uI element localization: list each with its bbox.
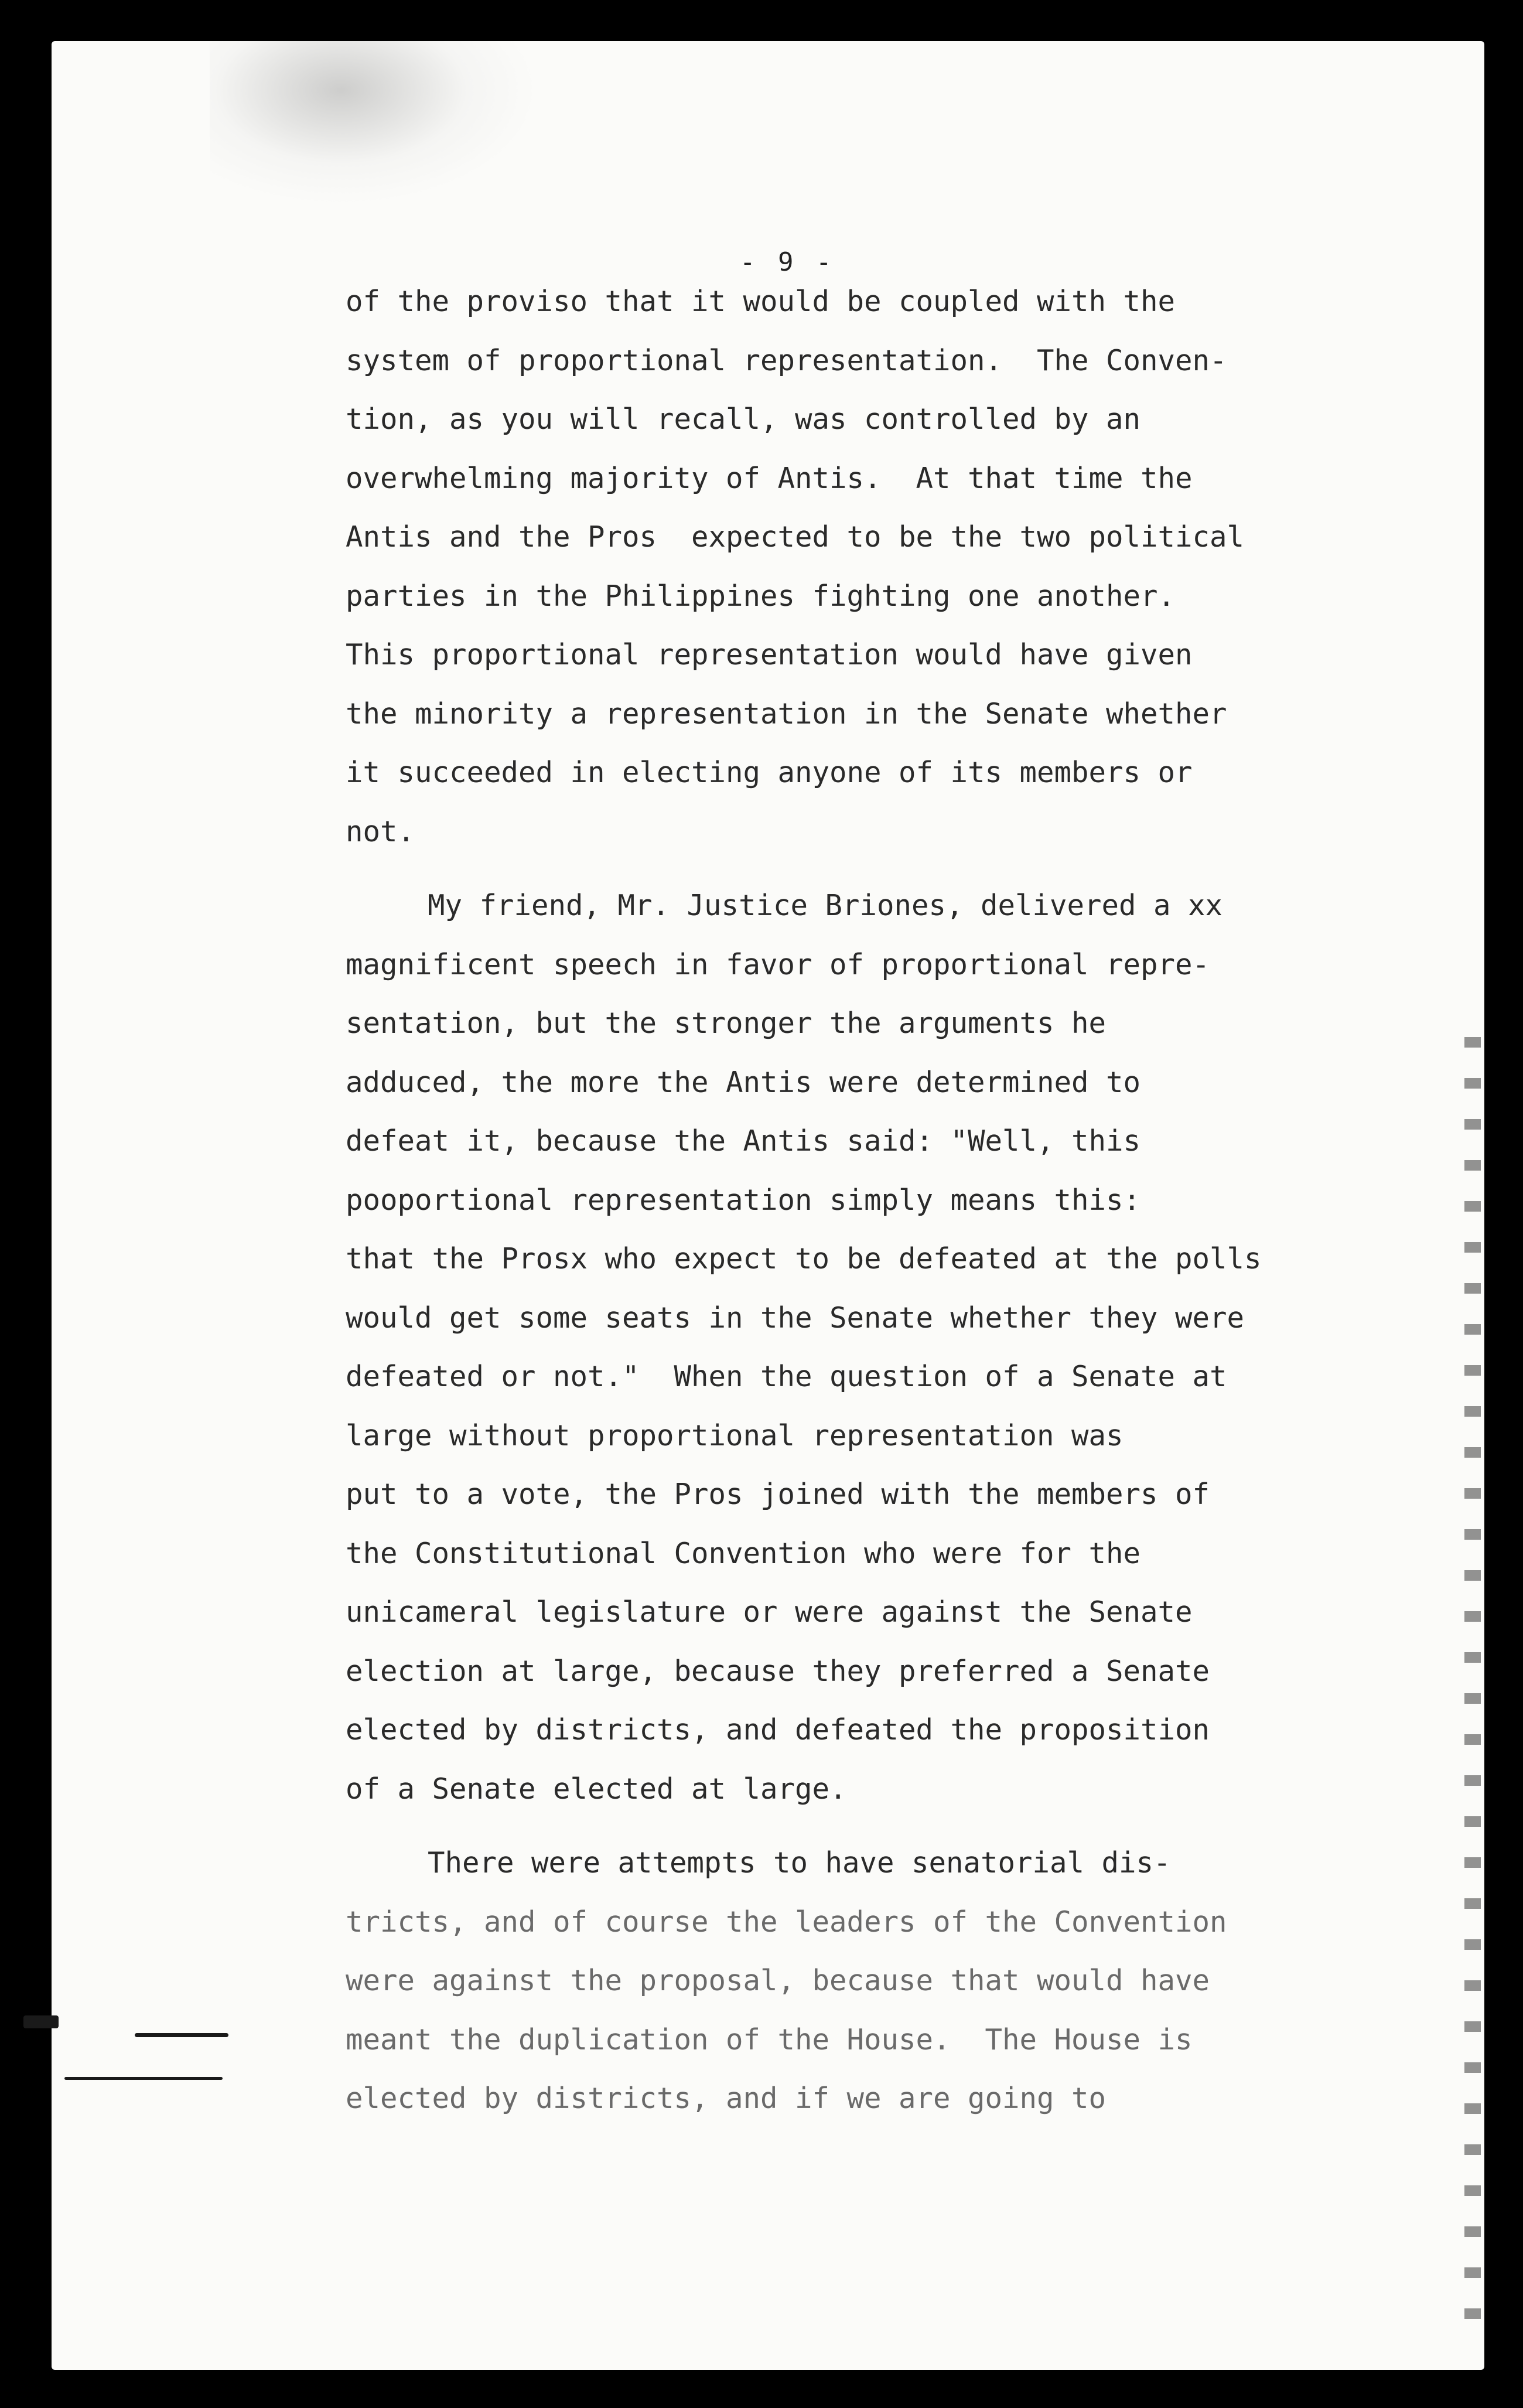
- scan-edge-marks: [1464, 1037, 1481, 2326]
- text-line: There were attempts to have senatorial dis-: [428, 1846, 1171, 1880]
- scan-mark: [135, 2033, 228, 2037]
- scan-smudge: [210, 41, 538, 205]
- text-line: would get some seats in the Senate whether they were: [346, 1301, 1245, 1335]
- paragraph-2: [346, 876, 1341, 1819]
- text-line: Antis and the Pros expected to be the two political: [346, 520, 1245, 554]
- text-line: of a Senate elected at large.: [346, 1772, 847, 1806]
- paragraph-gap: [346, 1819, 1341, 1834]
- text-line: tricts, and of course the leaders of the Convention: [346, 1905, 1227, 1939]
- text-line: meant the duplication of the House. The House is: [346, 2022, 1193, 2056]
- text-line: the minority a representation in the Senate whether: [346, 697, 1227, 731]
- text-line: not.: [346, 814, 415, 848]
- text-line: the Constitutional Convention who were for the: [346, 1536, 1141, 1570]
- paragraph-3: [346, 1834, 1341, 2129]
- text-line: tion, as you will recall, was controlled by an: [346, 403, 1141, 436]
- text-line: elected by districts, and if we are going to: [346, 2082, 1107, 2115]
- paragraph-gap: [346, 861, 1341, 876]
- text-line: defeated or not." When the question of a Senate at: [346, 1360, 1227, 1393]
- text-line: sentation, but the stronger the arguments he: [346, 1007, 1107, 1040]
- text-line: large without proportional representation was: [346, 1418, 1124, 1452]
- text-line: parties in the Philippines fighting one another.: [346, 579, 1176, 613]
- text-line: defeat it, because the Antis said: "Well, this: [346, 1124, 1141, 1158]
- text-line: adduced, the more the Antis were determined to: [346, 1065, 1141, 1099]
- text-line: system of proportional representation. The Conven-: [346, 343, 1227, 377]
- scan-mark: [64, 2077, 223, 2080]
- text-line: This proportional representation would have given: [346, 638, 1193, 671]
- body-text: [346, 272, 1341, 2129]
- scan-mark: [23, 2015, 59, 2028]
- text-line: elected by districts, and defeated the proposition: [346, 1713, 1210, 1747]
- text-line: that the Prosx who expect to be defeated at the polls: [346, 1242, 1262, 1275]
- text-line: it succeeded in electing anyone of its members or: [346, 756, 1193, 789]
- text-line: overwhelming majority of Antis. At that time the: [346, 461, 1193, 495]
- page-number: - 9 -: [740, 247, 835, 277]
- text-line: unicameral legislature or were against the Senate: [346, 1595, 1193, 1629]
- text-line: election at large, because they preferred a Senate: [346, 1654, 1210, 1688]
- text-line: My friend, Mr. Justice Briones, delivered a xx: [428, 889, 1223, 922]
- document-page: [52, 41, 1484, 2370]
- text-line: of the proviso that it would be coupled with the: [346, 285, 1176, 318]
- text-line: magnificent speech in favor of proportional repre-: [346, 947, 1210, 981]
- text-line: were against the proposal, because that would have: [346, 1964, 1210, 1997]
- paragraph-1: [346, 272, 1341, 861]
- text-line: put to a vote, the Pros joined with the members of: [346, 1478, 1210, 1511]
- text-line: pooportional representation simply means this:: [346, 1183, 1141, 1217]
